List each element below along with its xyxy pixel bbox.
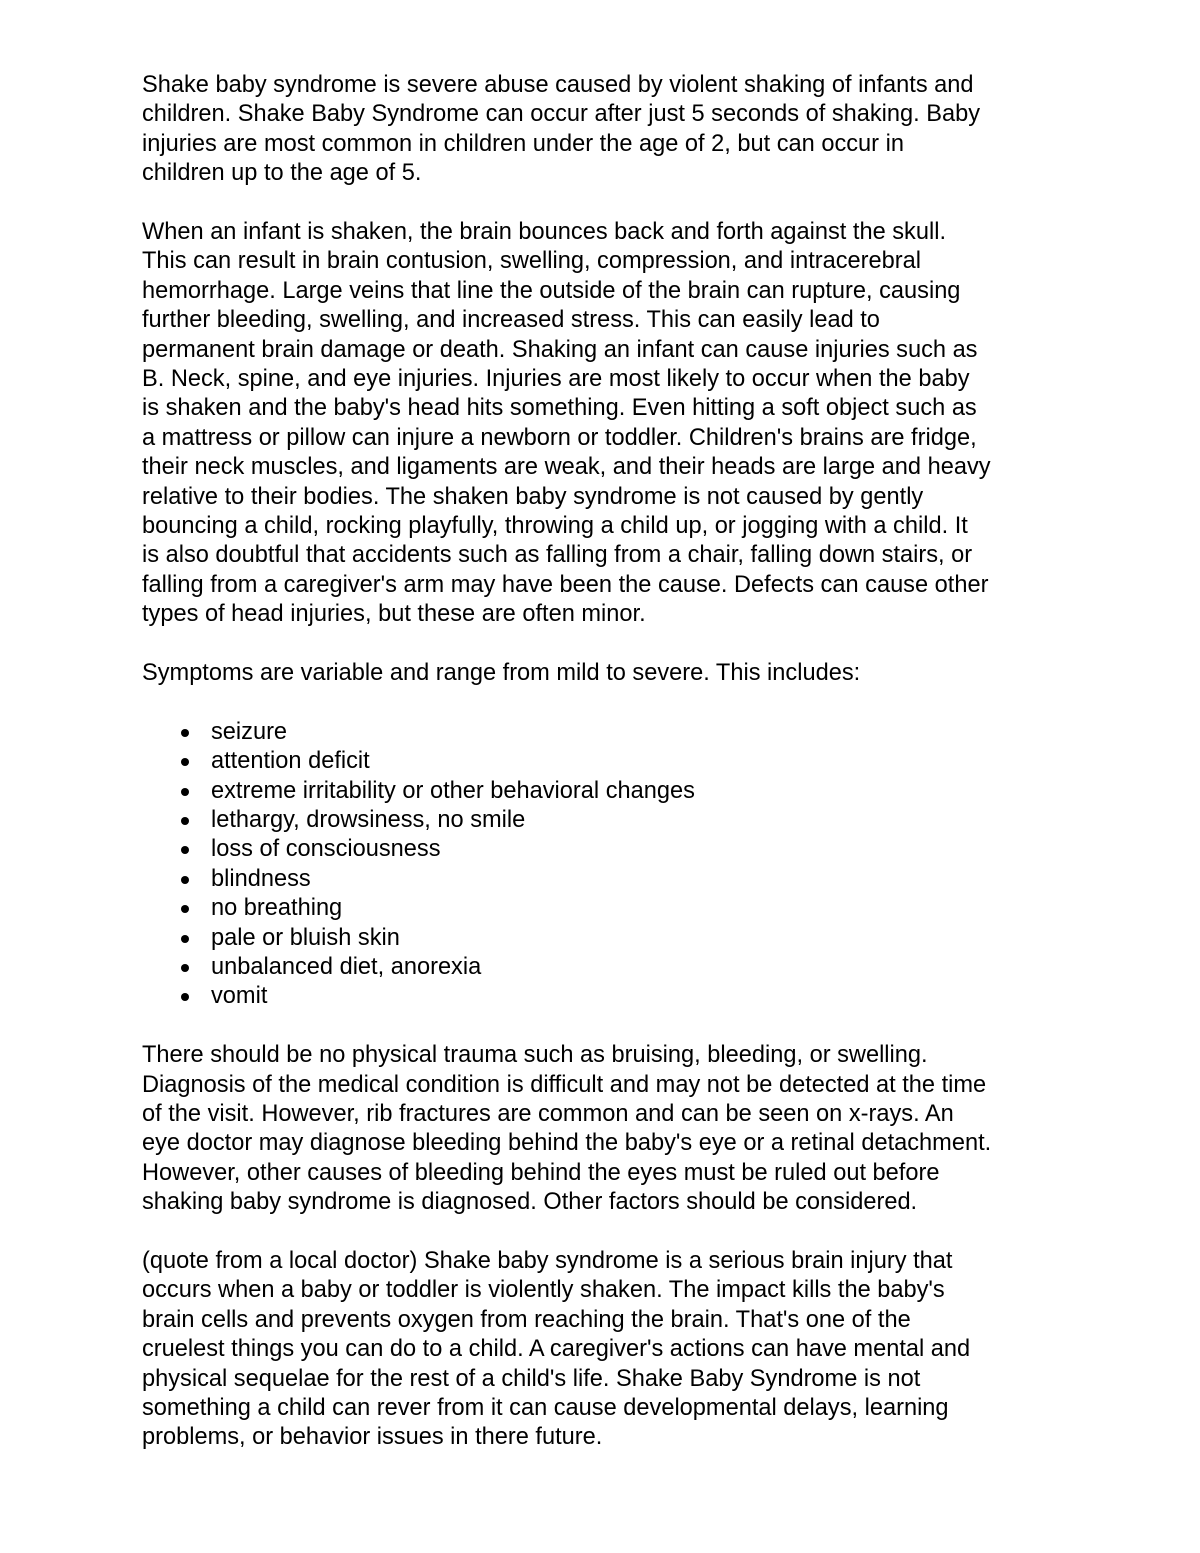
list-item (142, 835, 1067, 864)
list-item (142, 982, 1067, 1011)
list-item-label: unbalanced diet, anorexia (211, 954, 482, 981)
intro-paragraph: Shake baby syndrome is severe abuse caused by violent shaking of infants and children. Shake Baby Syndrome can occur after just 5 seconds of shaking. Baby injuries are most common in children under the age of 2, but can occur in children up to the age of 5. (142, 72, 981, 187)
document-body (142, 71, 1067, 1482)
bullet-icon (181, 846, 189, 854)
bullet-icon (181, 788, 189, 796)
bullet-icon (181, 935, 189, 943)
bullet-icon (181, 817, 189, 825)
bullet-icon (181, 876, 189, 884)
bullet-icon (181, 993, 189, 1001)
diagnosis-paragraph: There should be no physical trauma such as bruising, bleeding, or swelling. Diagnosis of the medical condition is difficult and may not be detected at the time of the visit. However, rib fractures are common and can be seen on x-rays. An eye doctor may diagnose bleeding behind the baby's eye or a retinal detachment. However, other causes of bleeding behind the eyes must be ruled out before shaking baby syndrome is diagnosed. Other factors should be considered. (142, 1042, 992, 1216)
list-item (142, 806, 1067, 835)
mechanism-paragraph: When an infant is shaken, the brain bounces back and forth against the skull. This can result in brain contusion, swelling, compression, and intracerebral hemorrhage. Large veins that line the outside of the brain can rupture, causing further bleeding, swelling, and increased stress. This can easily lead to permanent brain damage or death. Shaking an infant can cause injuries such as B. Neck, spine, and eye injuries. Injuries are most likely to occur when the baby is shaken and the baby's head hits something. Even hitting a soft object such as a mattress or pillow can injure a newborn or toddler. Children's brains are fridge, their neck muscles, and ligaments are weak, and their heads are large and heavy relative to their bodies. The shaken baby syndrome is not caused by gently bouncing a child, rocking playfully, throwing a child up, or jogging with a child. It is also doubtful that accidents such as falling from a chair, falling down stairs, or falling from a caregiver's arm may have been the cause. Defects can cause other types of head injuries, but these are often minor. (142, 219, 991, 628)
bullet-icon (181, 758, 189, 766)
bullet-icon (181, 905, 189, 913)
list-item (142, 894, 1067, 923)
list-item-label: blindness (211, 865, 311, 892)
bullet-icon (181, 729, 189, 737)
symptom-list (142, 718, 1067, 1012)
list-item (142, 865, 1067, 894)
list-item-label: extreme irritability or other behavioral changes (211, 777, 695, 804)
list-item-label: no breathing (211, 895, 343, 922)
bullet-icon (181, 964, 189, 972)
list-item-label: loss of consciousness (211, 836, 441, 863)
doctor-quote-paragraph: (quote from a local doctor) Shake baby syndrome is a serious brain injury that occurs when a baby or toddler is violently shaken. The impact kills the baby's brain cells and prevents oxygen from reaching the brain. That's one of the cruelest things you can do to a child. A caregiver's actions can have mental and physical sequelae for the rest of a child's life. Shake Baby Syndrome is not something a child can rever from it can cause developmental delays, learning problems, or behavior issues in there future. (142, 1248, 971, 1451)
list-item (142, 718, 1067, 747)
list-item-label: vomit (211, 983, 268, 1010)
list-item-label: attention deficit (211, 748, 370, 775)
list-item-label: seizure (211, 718, 288, 745)
list-item-label: lethargy, drowsiness, no smile (211, 807, 526, 834)
list-item (142, 777, 1067, 806)
list-item-label: pale or bluish skin (211, 924, 400, 951)
list-item (142, 953, 1067, 982)
list-item (142, 747, 1067, 776)
symptoms-intro-paragraph: Symptoms are variable and range from mild to severe. This includes: (142, 660, 861, 687)
list-item (142, 924, 1067, 953)
